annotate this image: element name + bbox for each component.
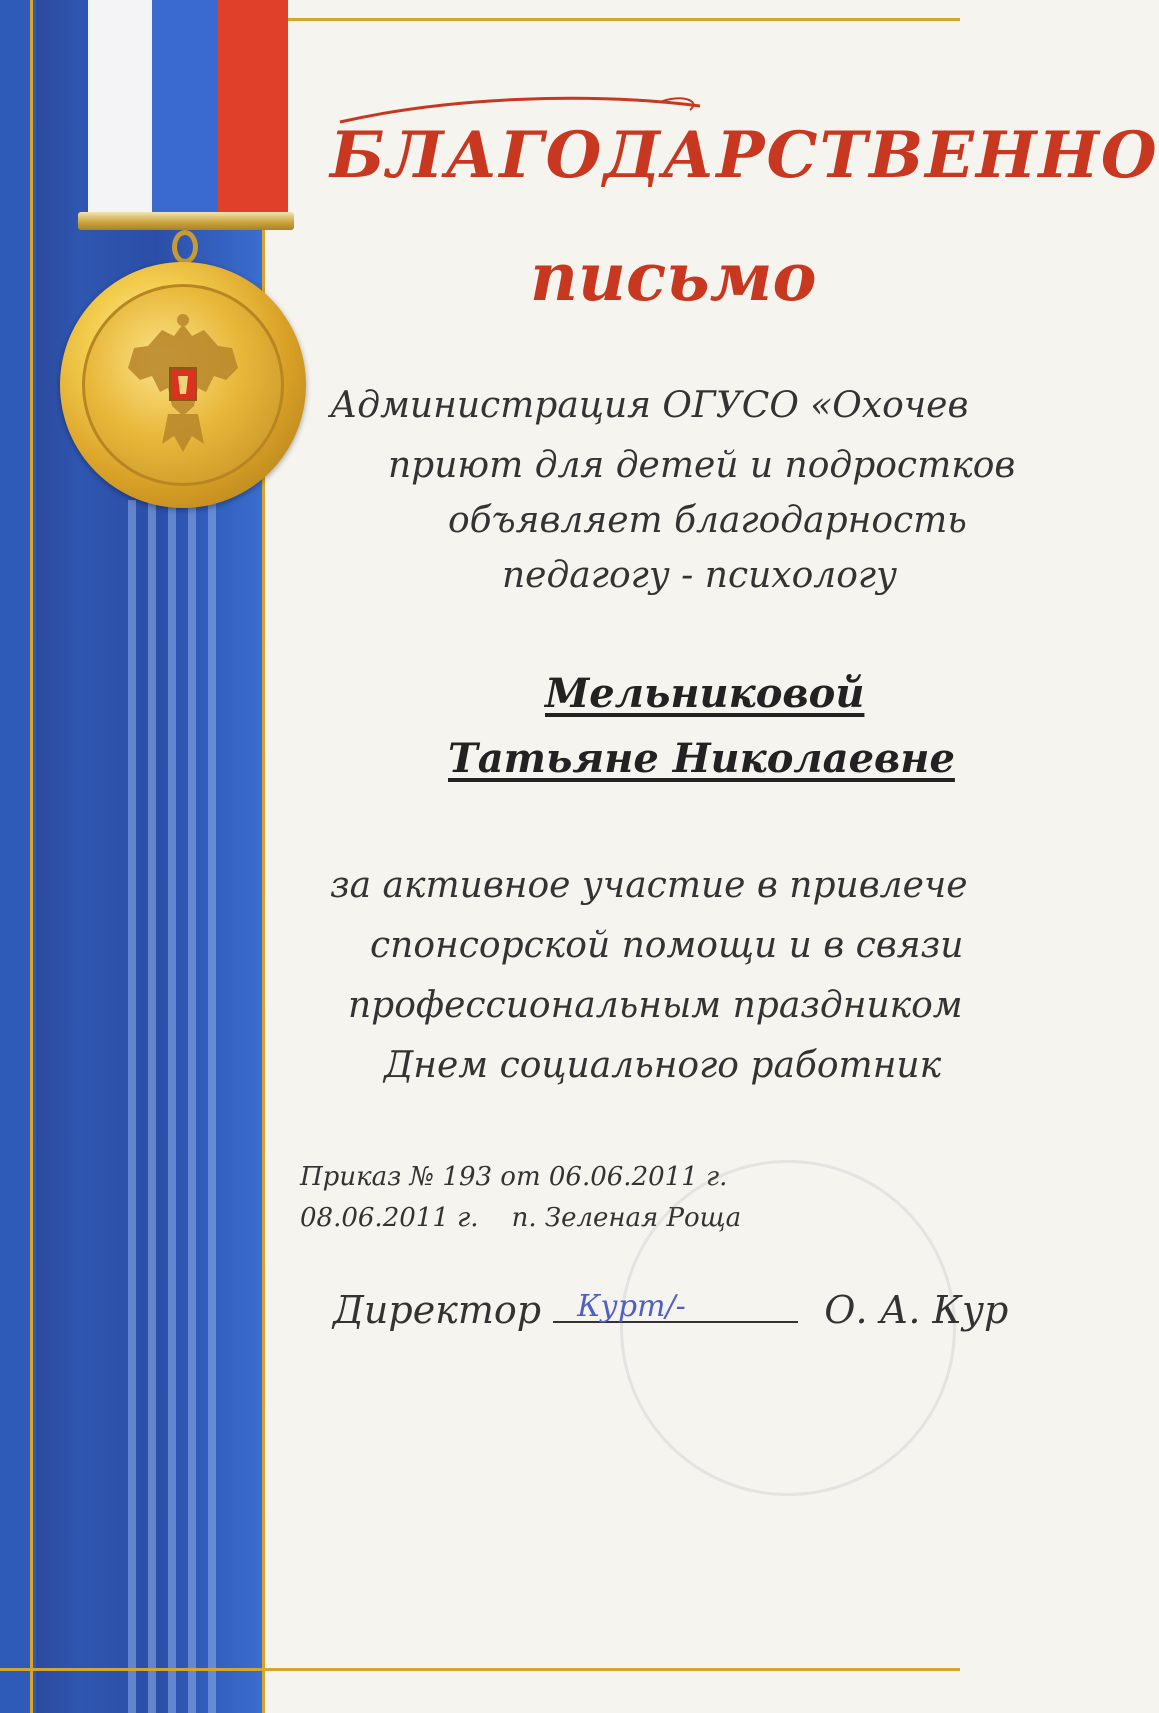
handwritten-signature: Курт/- <box>577 1289 686 1324</box>
order-number: Приказ № 193 от 06.06.2011 г. <box>300 1162 728 1192</box>
frame-line-inner <box>262 0 265 1713</box>
intro-line: педагогу - психологу <box>502 555 897 596</box>
frame-line-bottom <box>0 1668 960 1671</box>
recipient-given-names: Татьяне Николаевне <box>448 735 955 782</box>
ribbon-stripe <box>168 500 176 1713</box>
title-line-2: письмо <box>530 238 817 316</box>
signature-row <box>333 1288 1008 1332</box>
date-place: 08.06.2011 г. п. Зеленая Роща <box>300 1203 742 1233</box>
medal-inner-disc <box>82 284 284 486</box>
ribbon-stripe <box>208 500 216 1713</box>
flag-stripe-white <box>88 0 152 222</box>
intro-line: приют для детей и подростков <box>388 445 1016 486</box>
ribbon-stripe <box>148 500 156 1713</box>
ribbon-stripe <box>188 500 196 1713</box>
signatory-name: О. А. Кур <box>824 1288 1009 1332</box>
reason-line: за активное участие в привлече <box>330 865 968 906</box>
intro-line: Администрация ОГУСО «Охочев <box>330 385 969 426</box>
reason-line: спонсорской помощи и в связи <box>370 925 964 966</box>
title-line-1: БЛАГОДАРСТВЕННО <box>330 118 1159 193</box>
frame-line-top <box>265 18 960 21</box>
signature-blank <box>553 1291 798 1323</box>
ribbon-bar <box>78 212 294 230</box>
reason-line: Днем социального работник <box>384 1045 942 1086</box>
recipient-surname: Мельниковой <box>545 670 865 717</box>
flag-stripe-blue <box>152 0 218 222</box>
signature-role: Директор <box>333 1288 542 1332</box>
flag-stripe-red <box>218 0 288 222</box>
frame-line-left <box>30 0 33 1713</box>
gold-medal-icon <box>60 262 306 508</box>
reason-line: профессиональным праздником <box>348 985 963 1026</box>
ribbon-stripe <box>128 500 136 1713</box>
double-headed-eagle-icon <box>82 284 284 486</box>
intro-line: объявляет благодарность <box>448 500 967 541</box>
medal-ring <box>172 230 198 264</box>
